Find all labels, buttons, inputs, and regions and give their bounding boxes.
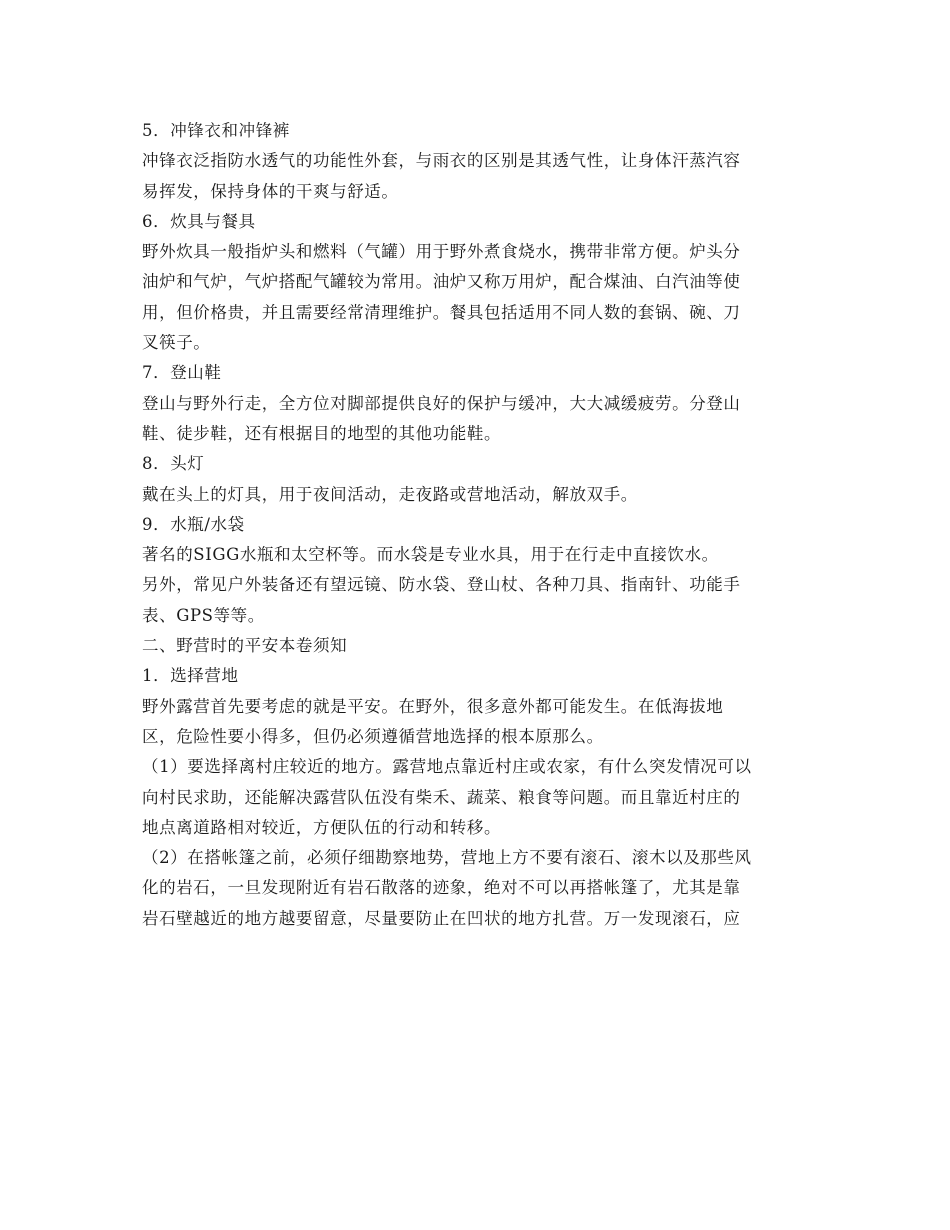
- paragraph-line: 野外露营首先要考虑的就是平安。在野外，很多意外都可能发生。在低海拔地: [142, 696, 724, 716]
- paragraph-line: 鞋、徒步鞋，还有根据目的地型的其他功能鞋。: [142, 423, 502, 443]
- paragraph-line: 区，危险性要小得多，但仍必须遵循营地选择的根本原那么。: [142, 726, 604, 746]
- section-heading-boots: 7．登山鞋: [142, 363, 222, 383]
- paragraph-line: 戴在头上的灯具，用于夜间活动，走夜路或营地活动，解放双手。: [142, 484, 638, 504]
- paragraph-line: 易挥发，保持身体的干爽与舒适。: [142, 181, 399, 201]
- section-heading-headlamp: 8．头灯: [142, 454, 205, 474]
- paragraph-line: 叉筷子。: [142, 333, 211, 353]
- paragraph-line: 表、GPS等等。: [142, 605, 265, 625]
- paragraph-line: 登山与野外行走，全方位对脚部提供良好的保护与缓冲，大大减缓疲劳。分登山: [142, 393, 741, 413]
- list-item-line: （2）在搭帐篷之前，必须仔细勘察地势，营地上方不要有滚石、滚木以及那些风: [142, 848, 752, 868]
- section-heading-jacket: 5．冲锋衣和冲锋裤: [142, 121, 290, 140]
- section-heading-cookware: 6．炊具与餐具: [142, 211, 256, 231]
- paragraph-line: 油炉和气炉，气炉搭配气罐较为常用。油炉又称万用炉，配合煤油、白汽油等使: [142, 272, 741, 292]
- paragraph-line: 化的岩石，一旦发现附近有岩石散落的迹象，绝对不可以再搭帐篷了，尤其是靠: [142, 878, 741, 898]
- paragraph-line: 著名的SIGG水瓶和太空杯等。而水袋是专业水具，用于在行走中直接饮水。: [142, 545, 719, 565]
- chapter-heading-camping-safety: 二、野营时的平安本卷须知: [142, 636, 348, 656]
- section-heading-water-bottle: 9．水瓶/水袋: [142, 514, 245, 534]
- paragraph-line: 地点离道路相对较近，方便队伍的行动和转移。: [142, 817, 502, 837]
- document-body: [142, 116, 812, 934]
- section-heading-choose-campsite: 1．选择营地: [142, 666, 239, 686]
- paragraph-line: 另外，常见户外装备还有望远镜、防水袋、登山杖、各种刀具、指南针、功能手: [142, 575, 741, 595]
- paragraph-line: 岩石壁越近的地方越要留意，尽量要防止在凹状的地方扎营。万一发现滚石，应: [142, 908, 741, 928]
- list-item-line: （1）要选择离村庄较近的地方。露营地点靠近村庄或农家，有什么突发情况可以: [142, 757, 752, 777]
- paragraph-line: 用，但价格贵，并且需要经常清理维护。餐具包括适用不同人数的套锅、碗、刀: [142, 302, 741, 322]
- paragraph-line: 冲锋衣泛指防水透气的功能性外套，与雨衣的区别是其透气性，让身体汗蒸汽容: [142, 151, 741, 171]
- paragraph-line: 向村民求助，还能解决露营队伍没有柴禾、蔬菜、粮食等问题。而且靠近村庄的: [142, 787, 741, 807]
- paragraph-line: 野外炊具一般指炉头和燃料（气罐）用于野外煮食烧水，携带非常方便。炉头分: [142, 242, 741, 262]
